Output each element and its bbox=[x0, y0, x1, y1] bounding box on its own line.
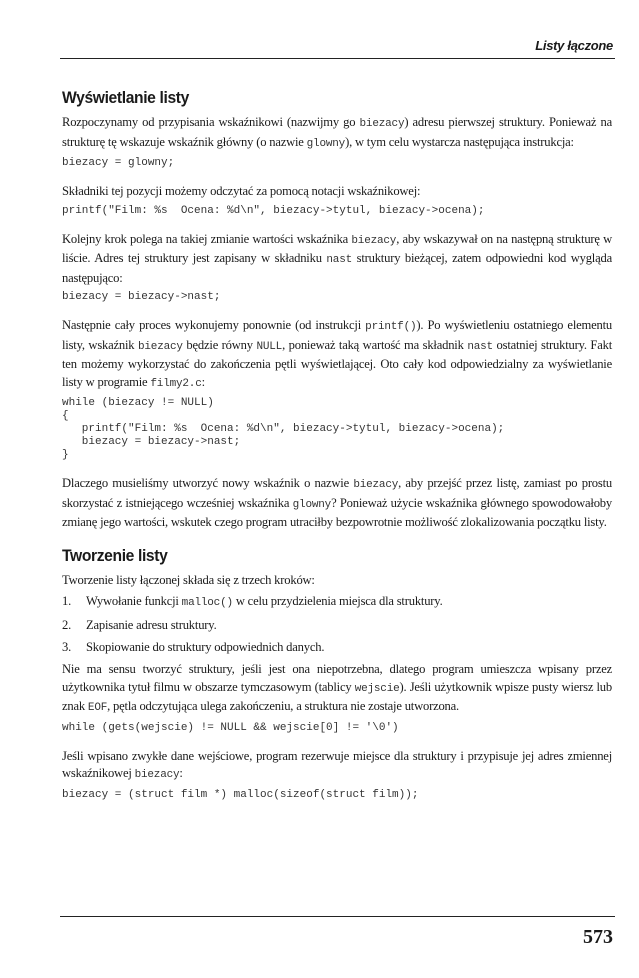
paragraph: Nie ma sensu tworzyć struktury, jeśli jest ona niepotrzebna, dlatego program umieszcza wpisany przez użytkownika tytuł filmu w obszarze tymczasowym (tablicy wejscie). Jeśli użytkownik wpisze pusty wiersz lub znak EOF, pętla odczytująca ulega zakończeniu, a struktura nie zostaje utworzona. bbox=[62, 662, 612, 714]
inline-code: biezacy bbox=[134, 769, 180, 781]
inline-code: biezacy bbox=[353, 479, 399, 491]
paragraph: Tworzenie listy łączonej składa się z trzech kroków: bbox=[62, 572, 315, 587]
list-item: 1. Wywołanie funkcji malloc() w celu przydzielenia miejsca dla struktury. bbox=[62, 594, 443, 609]
list-item: 3. Skopiowanie do struktury odpowiednich danych. bbox=[62, 640, 325, 654]
list-item: 2. Zapisanie adresu struktury. bbox=[62, 618, 217, 632]
inline-code: NULL bbox=[256, 340, 283, 353]
paragraph: Jeśli wpisano zwykłe dane wejściowe, program rezerwuje miejsce dla struktury i przypisuje jej adres zmiennej wskaźnikowej biezacy: bbox=[62, 748, 612, 781]
section-heading-display-list: Wyświetlanie listy bbox=[62, 88, 189, 107]
paragraph: Dlaczego musieliśmy utworzyć nowy wskaźnik o nazwie biezacy, aby przejść przez listę, zamiast po prostu skorzystać z istniejącego wcześniej wskaźnika glowny? Ponieważ użycie wskaźnika głównego spowodowałoby zmianę jego wartości, wskutek czego program utraciłby bezpowrotnie możliwość zlokalizowania początku listy. bbox=[62, 476, 613, 529]
paragraph: Następnie cały proces wykonujemy ponownie (od instrukcji printf()). Po wyświetleniu ostatniego elementu listy, wskaźnik biezacy będzie równy NULL, ponieważ taką wartość ma składnik nast ostatniej struktury. Fakt ten możemy wykorzystać do zakończenia pętli wyświetlającej. Oto cały kod odpowiedzialny za wyświetlanie listy w programie filmy2.c: bbox=[62, 318, 612, 390]
inline-code: malloc() bbox=[181, 597, 233, 609]
inline-code: nast bbox=[326, 254, 353, 266]
footer-rule bbox=[60, 916, 615, 917]
inline-code: nast bbox=[467, 340, 493, 353]
code-block: biezacy = glowny; bbox=[62, 157, 175, 169]
inline-code: glowny bbox=[292, 498, 332, 511]
inline-code: biezacy bbox=[138, 340, 183, 353]
steps-list bbox=[62, 593, 612, 656]
inline-code: glowny bbox=[306, 137, 346, 150]
paragraph: Kolejny krok polega na takiej zmianie wartości wskaźnika biezacy, aby wskazywał on na następną strukturę w liście. Adres tej struktury jest zapisany w składniku nast struktury bieżącej, zatem odpowiedni kod wygląda następująco: bbox=[62, 231, 613, 285]
inline-code: filmy2.c bbox=[150, 377, 202, 390]
inline-code: wejscie bbox=[354, 682, 400, 695]
code-block: while (gets(wejscie) != NULL && wejscie[0] != '\0') bbox=[62, 721, 399, 734]
page-number: 573 bbox=[583, 926, 613, 948]
section-heading-create-list: Tworzenie listy bbox=[62, 545, 168, 565]
inline-code: biezacy bbox=[351, 234, 397, 247]
code-block: biezacy = (struct film *) malloc(sizeof(struct film)); bbox=[62, 788, 419, 801]
header-rule bbox=[60, 58, 615, 59]
inline-code: printf() bbox=[365, 321, 417, 333]
code-block: while (biezacy != NULL) { printf("Film: %s Ocena: %d\n", biezacy->tytul, biezacy->ocena); biezacy = biezacy->nast; } bbox=[62, 397, 505, 461]
code-block: printf("Film: %s Ocena: %d\n", biezacy->tytul, biezacy->ocena); bbox=[62, 204, 485, 217]
inline-code: EOF bbox=[87, 702, 108, 714]
inline-code: biezacy bbox=[359, 118, 405, 130]
running-header: Listy łączone bbox=[535, 38, 613, 53]
code-block: biezacy = biezacy->nast; bbox=[62, 291, 221, 303]
paragraph: Rozpoczynamy od przypisania wskaźnikowi (nazwijmy go biezacy) adresu pierwszej struktury. Ponieważ na strukturę tę wskazuje wskaźnik główny (o nazwie glowny), w tym celu wystarcza następująca instrukcja: bbox=[62, 115, 612, 150]
paragraph: Składniki tej pozycji możemy odczytać za pomocą notacji wskaźnikowej: bbox=[62, 184, 421, 198]
page-content bbox=[62, 88, 612, 802]
